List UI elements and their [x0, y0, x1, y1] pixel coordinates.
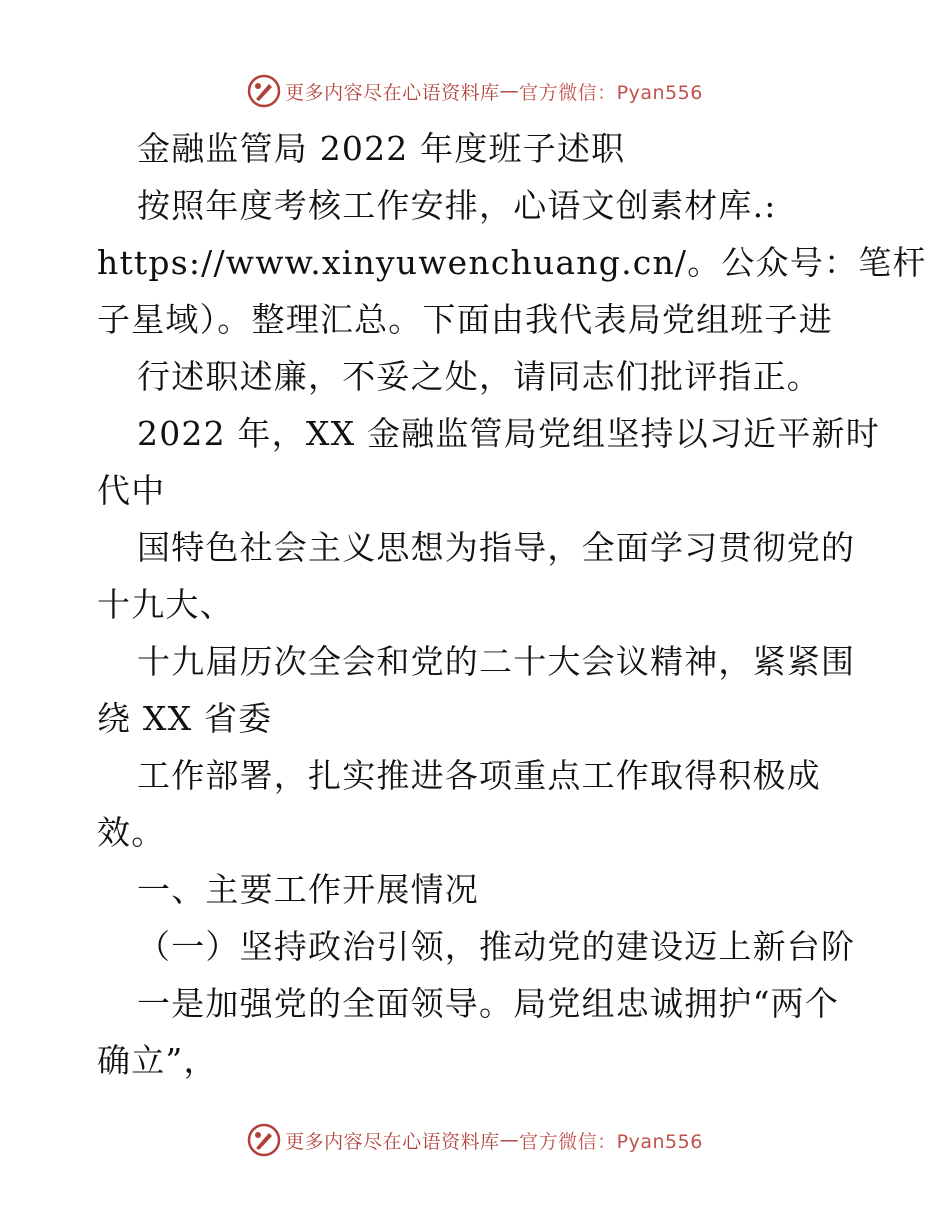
- watermark-footer: [0, 1122, 950, 1158]
- paragraph-line: 确立”，: [97, 1041, 218, 1080]
- paragraph-line: 十九届历次全会和党的二十大会议精神，紧紧围: [137, 642, 856, 681]
- subsection-heading: （一）坚持政治引领，推动党的建设迈上新台阶: [137, 927, 856, 966]
- watermark-separator: —: [499, 1129, 520, 1151]
- paragraph-line: 一是加强党的全面领导。局党组忠诚拥护“两个: [137, 984, 840, 1023]
- watermark-title: 更多内容尽在心语资料库: [285, 81, 500, 104]
- watermark-contact: 官方微信：Pyan556: [519, 1130, 703, 1153]
- watermark-title: 更多内容尽在心语资料库: [285, 1130, 500, 1153]
- paragraph-line: 行述职述廉，不妥之处，请同志们批评指正。: [137, 357, 821, 396]
- watermark-contact: 官方微信：Pyan556: [519, 81, 703, 104]
- paragraph-line: 工作部署，扎实推进各项重点工作取得积极成: [137, 756, 821, 795]
- paragraph-line: 国特色社会主义思想为指导，全面学习贯彻党的: [137, 528, 856, 567]
- paragraph-line: 绕 XX 省委: [97, 699, 273, 738]
- paragraph-line: 代中: [97, 471, 166, 510]
- document-body: [97, 120, 927, 1089]
- paragraph-line: 2022 年，XX 金融监管局党组坚持以习近平新时: [137, 414, 880, 453]
- paragraph-line: 效。: [97, 813, 166, 852]
- paragraph-line: 子星域）。整理汇总。下面由我代表局党组班子进: [97, 300, 833, 339]
- paragraph-line: 按照年度考核工作安排，心语文创素材库.:: [137, 186, 777, 225]
- quill-logo-icon: [247, 74, 281, 108]
- paragraph-line: 十九大、: [97, 585, 234, 624]
- watermark-separator: —: [499, 80, 520, 102]
- document-title: 金融监管局 2022 年度班子述职: [137, 129, 626, 168]
- section-heading: 一、主要工作开展情况: [137, 870, 479, 909]
- paragraph-line: https://www.xinyuwenchuang.cn/。公众号：笔杆: [97, 243, 927, 282]
- watermark-header: [0, 73, 950, 109]
- quill-logo-icon: [247, 1123, 281, 1157]
